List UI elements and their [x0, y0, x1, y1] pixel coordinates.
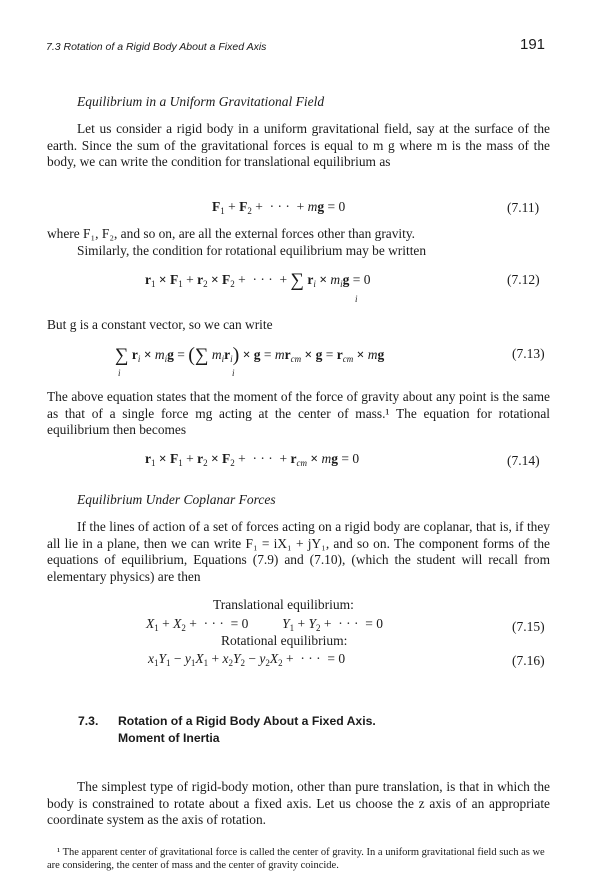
- paragraph-external-forces: [47, 226, 550, 259]
- equation-7-13: ∑ $r_i \times m_ig$ = (∑ $m_ir_i) \times g = mr_{cm} \times g = r_{cm}$ × mg: [115, 344, 385, 366]
- equation-7-15: $X_1 + X_2$ + · · · = 0 $Y_1 + Y_2$ + · · · = 0: [146, 616, 383, 633]
- subsection-title-uniform-field: Equilibrium in a Uniform Gravitational Field: [77, 94, 325, 109]
- running-header-section: 7.3 Rotation of a Rigid Body About a Fixed Axis: [46, 41, 267, 53]
- paragraph-rotation-text: The simplest type of rigid-body motion, other than pure translation, is that in which the body is constrained to rotate about a fixed axis. Let us choose the z axis of an appropriate coordinate system as the axis of rotation.: [47, 779, 550, 827]
- paragraph-intro-text: Let us consider a rigid body in a uniform gravitational field, say at the surface of the earth. Since the sum of the gravitational forces is equal to m g where m is the mass of the body, we can write the condition for translational equilibrium as: [47, 121, 550, 169]
- subsection-title-coplanar: Equilibrium Under Coplanar Forces: [77, 492, 276, 507]
- paragraph-external-forces-line1: where F₁, F₂, and so on, are all the external forces other than gravity.: [47, 226, 416, 241]
- paragraph-external-forces-line2: Similarly, the condition for rotational equilibrium may be written: [77, 242, 427, 258]
- paragraph-moment-gravity: [47, 389, 550, 439]
- equation-number-7-16: (7.16): [512, 653, 545, 668]
- paragraph-constant-vector: [47, 317, 550, 334]
- section-title-line1: Rotation of a Rigid Body About a Fixed Axis.: [118, 714, 376, 728]
- equation-number-7-12: (7.12): [507, 272, 540, 287]
- translational-equilibrium-label: Translational equilibrium:: [213, 597, 354, 612]
- paragraph-moment-gravity-text: The above equation states that the moment of the force of gravity about any point is the same as that of a single force mg acting at the center of mass.¹ The equation for rotational equilibrium then becomes: [47, 389, 550, 437]
- paragraph-coplanar: [47, 519, 550, 585]
- section-title: [118, 713, 376, 747]
- equation-number-7-13: (7.13): [512, 346, 545, 361]
- summation-index-7-13b: i: [232, 368, 235, 378]
- paragraph-intro: [47, 121, 550, 171]
- equation-number-7-11: (7.11): [507, 200, 540, 215]
- section-number: 7.3.: [78, 714, 99, 728]
- section-title-line2: Moment of Inertia: [118, 731, 220, 745]
- footnote: [47, 847, 555, 872]
- equation-7-11: $F_1 + F_2$ + · · · + mg = 0: [212, 199, 346, 216]
- paragraph-rotation: [47, 779, 550, 829]
- equation-7-12: $r_1 \times F_1 + r_2 \times F_2$ + · · · + ∑ $r_i \times m_ig = 0$: [145, 270, 371, 291]
- equation-number-7-14: (7.14): [507, 453, 540, 468]
- equation-7-16: $x_1Y_1 - y_1X_1 + x_2Y_2 - y_2X_2$ + · · · = 0: [148, 651, 346, 668]
- equation-7-14: $r_1 \times F_1 + r_2 \times F_2$ + · · · + $r_{cm}$ × mg = 0: [145, 451, 360, 468]
- page-number: 191: [520, 36, 546, 53]
- rotational-equilibrium-label: Rotational equilibrium:: [221, 633, 348, 648]
- summation-index-7-12: i: [355, 294, 358, 304]
- equation-number-7-15: (7.15): [512, 619, 545, 634]
- paragraph-constant-vector-text: But g is a constant vector, so we can write: [47, 317, 273, 332]
- footnote-text: ¹ The apparent center of gravitational force is called the center of gravity. In a uniform gravitational field such as we are considering, the center of mass and the center of gravity coincide.: [47, 847, 545, 871]
- summation-index-7-13a: i: [118, 368, 121, 378]
- paragraph-coplanar-text: If the lines of action of a set of forces acting on a rigid body are coplanar, that is, if they all lie in a plane, then we can write F₁ = iX₁ + jY₁, and so on. The component forms of the equations of equilibrium, Equations (7.9) and (7.10), (which the student will recall from elementary physics) are then: [47, 519, 550, 584]
